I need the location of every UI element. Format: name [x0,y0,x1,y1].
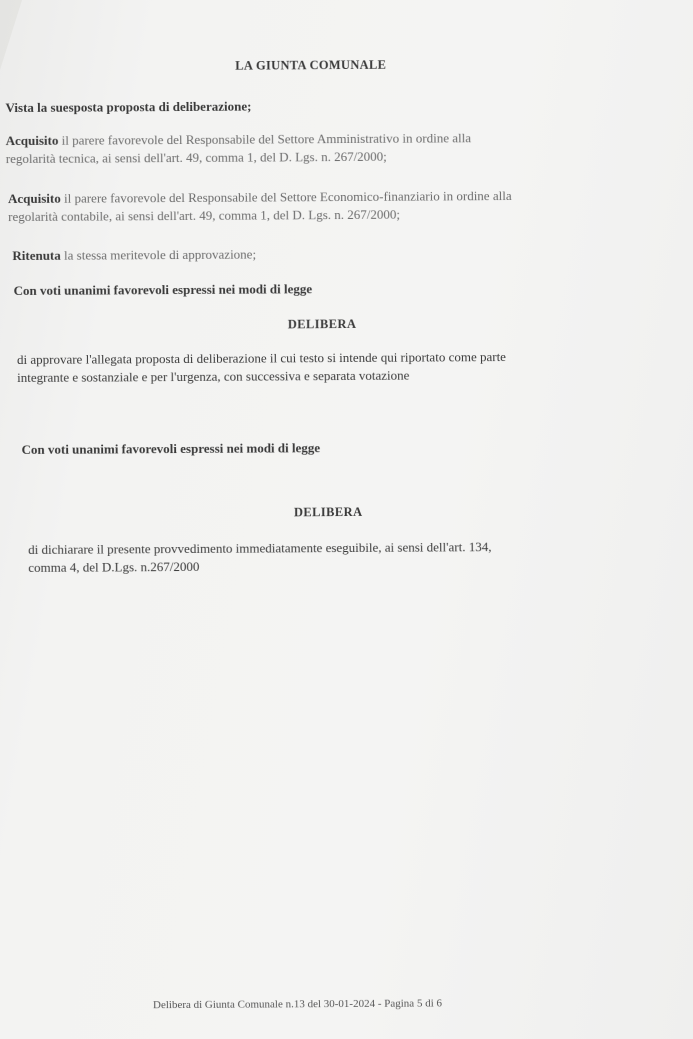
dichiarare-line-1: di dichiarare il presente provvedimento immediatamente eseguibile, ai sensi dell'art. 134, [28,539,492,557]
vista-paragraph: Vista la suesposta proposta di deliberazione; [5,98,252,116]
acquisito-1-bold: Acquisito [5,132,59,149]
acquisito-2-text: il parere favorevole del Responsabile del Settore Economico-finanziario in ordine alla [60,187,512,206]
ritenuta-bold: Ritenuta [12,247,61,264]
acquisito-2-line-1 [8,187,512,207]
approve-line-1: di approvare l'allegata proposta di deliberazione il cui testo si intende qui riportato come parte [16,349,507,368]
voti-paragraph-2: Con voti unanimi favorevoli espressi nei modi di legge [21,440,321,457]
acquisito-2-bold: Acquisito [7,190,61,207]
acquisito-1-text: il parere favorevole del Responsabile del Settore Amministrativo in ordine alla [58,130,472,148]
acquisito-1-line-2: regolarità tecnica, ai sensi dell'art. 49, comma 1, del D. Lgs. n. 267/2000; [5,148,387,167]
ritenuta-paragraph [12,246,256,264]
voti-paragraph-1: Con voti unanimi favorevoli espressi nei modi di legge [13,281,313,299]
approve-line-2: integrante e sostanziale e per l'urgenza, con successiva e separata votazione [17,367,410,386]
dichiarare-line-2: comma 4, del D.Lgs. n.267/2000 [28,558,200,575]
acquisito-1-line-1 [6,129,471,149]
delibera-heading-1: DELIBERA [287,316,357,332]
delibera-heading-2: DELIBERA [293,504,363,520]
acquisito-2-line-2: regolarità contabile, ai sensi dell'art. 49, comma 1, del D. Lgs. n. 267/2000; [8,206,401,225]
document-heading: LA GIUNTA COMUNALE [235,57,387,73]
ritenuta-text: la stessa meritevole di approvazione; [60,246,257,263]
page-footer: Delibera di Giunta Comunale n.13 del 30-01-2024 - Pagina 5 di 6 [152,997,442,1012]
